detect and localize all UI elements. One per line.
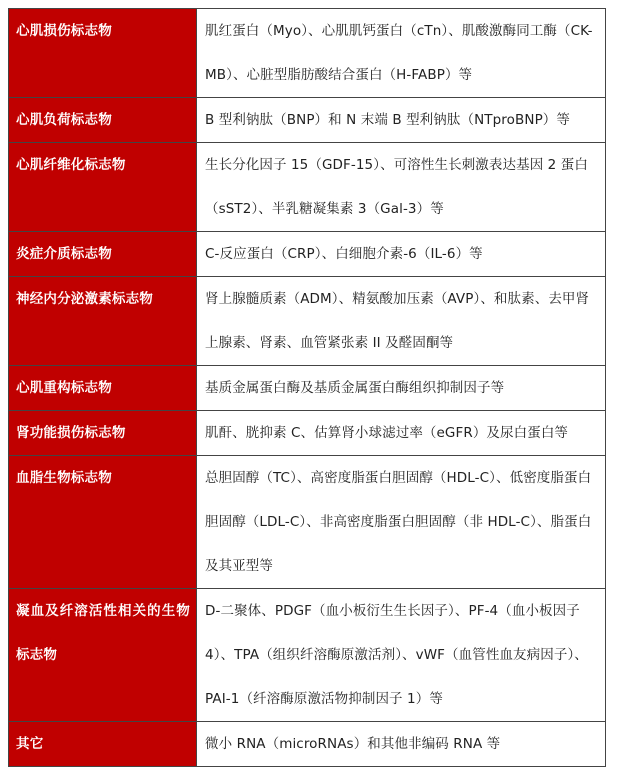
description-cell: 基质金属蛋白酶及基质金属蛋白酶组织抑制因子等 bbox=[197, 366, 606, 411]
category-cell: 血脂生物标志物 bbox=[9, 456, 197, 589]
category-cell: 凝血及纤溶活性相关的生物标志物 bbox=[9, 589, 197, 722]
description-cell: D-二聚体、PDGF（血小板衍生生长因子）、PF-4（血小板因子 4）、TPA（组织纤溶酶原激活剂）、vWF（血管性血友病因子）、PAI-1（纤溶酶原激活物抑制因子 1）等 bbox=[197, 589, 606, 722]
category-cell: 心肌损伤标志物 bbox=[9, 9, 197, 98]
category-cell: 心肌负荷标志物 bbox=[9, 98, 197, 143]
description-cell: 生长分化因子 15（GDF-15）、可溶性生长刺激表达基因 2 蛋白（sST2）、半乳糖凝集素 3（Gal-3）等 bbox=[197, 143, 606, 232]
table-row bbox=[9, 143, 606, 232]
table-row bbox=[9, 9, 606, 98]
category-cell: 神经内分泌激素标志物 bbox=[9, 277, 197, 366]
table-row bbox=[9, 277, 606, 366]
description-cell: 肌酐、胱抑素 C、估算肾小球滤过率（eGFR）及尿白蛋白等 bbox=[197, 411, 606, 456]
description-cell: 肌红蛋白（Myo）、心肌肌钙蛋白（cTn）、肌酸激酶同工酶（CK-MB）、心脏型脂肪酸结合蛋白（H-FABP）等 bbox=[197, 9, 606, 98]
table-row bbox=[9, 589, 606, 722]
table-row bbox=[9, 722, 606, 767]
table-row bbox=[9, 232, 606, 277]
table-row bbox=[9, 411, 606, 456]
category-cell: 炎症介质标志物 bbox=[9, 232, 197, 277]
description-cell: C-反应蛋白（CRP）、白细胞介素-6（IL-6）等 bbox=[197, 232, 606, 277]
table-row bbox=[9, 456, 606, 589]
description-cell: 微小 RNA（microRNAs）和其他非编码 RNA 等 bbox=[197, 722, 606, 767]
category-cell: 肾功能损伤标志物 bbox=[9, 411, 197, 456]
description-cell: 肾上腺髓质素（ADM）、精氨酸加压素（AVP）、和肽素、去甲肾上腺素、肾素、血管紧张素 II 及醛固酮等 bbox=[197, 277, 606, 366]
description-cell: B 型利钠肽（BNP）和 N 末端 B 型利钠肽（NTproBNP）等 bbox=[197, 98, 606, 143]
description-cell: 总胆固醇（TC）、高密度脂蛋白胆固醇（HDL-C）、低密度脂蛋白胆固醇（LDL-C）、非高密度脂蛋白胆固醇（非 HDL-C）、脂蛋白及其亚型等 bbox=[197, 456, 606, 589]
table-row bbox=[9, 98, 606, 143]
category-cell: 心肌纤维化标志物 bbox=[9, 143, 197, 232]
category-cell: 心肌重构标志物 bbox=[9, 366, 197, 411]
biomarker-table bbox=[8, 8, 606, 767]
table-row bbox=[9, 366, 606, 411]
category-cell: 其它 bbox=[9, 722, 197, 767]
